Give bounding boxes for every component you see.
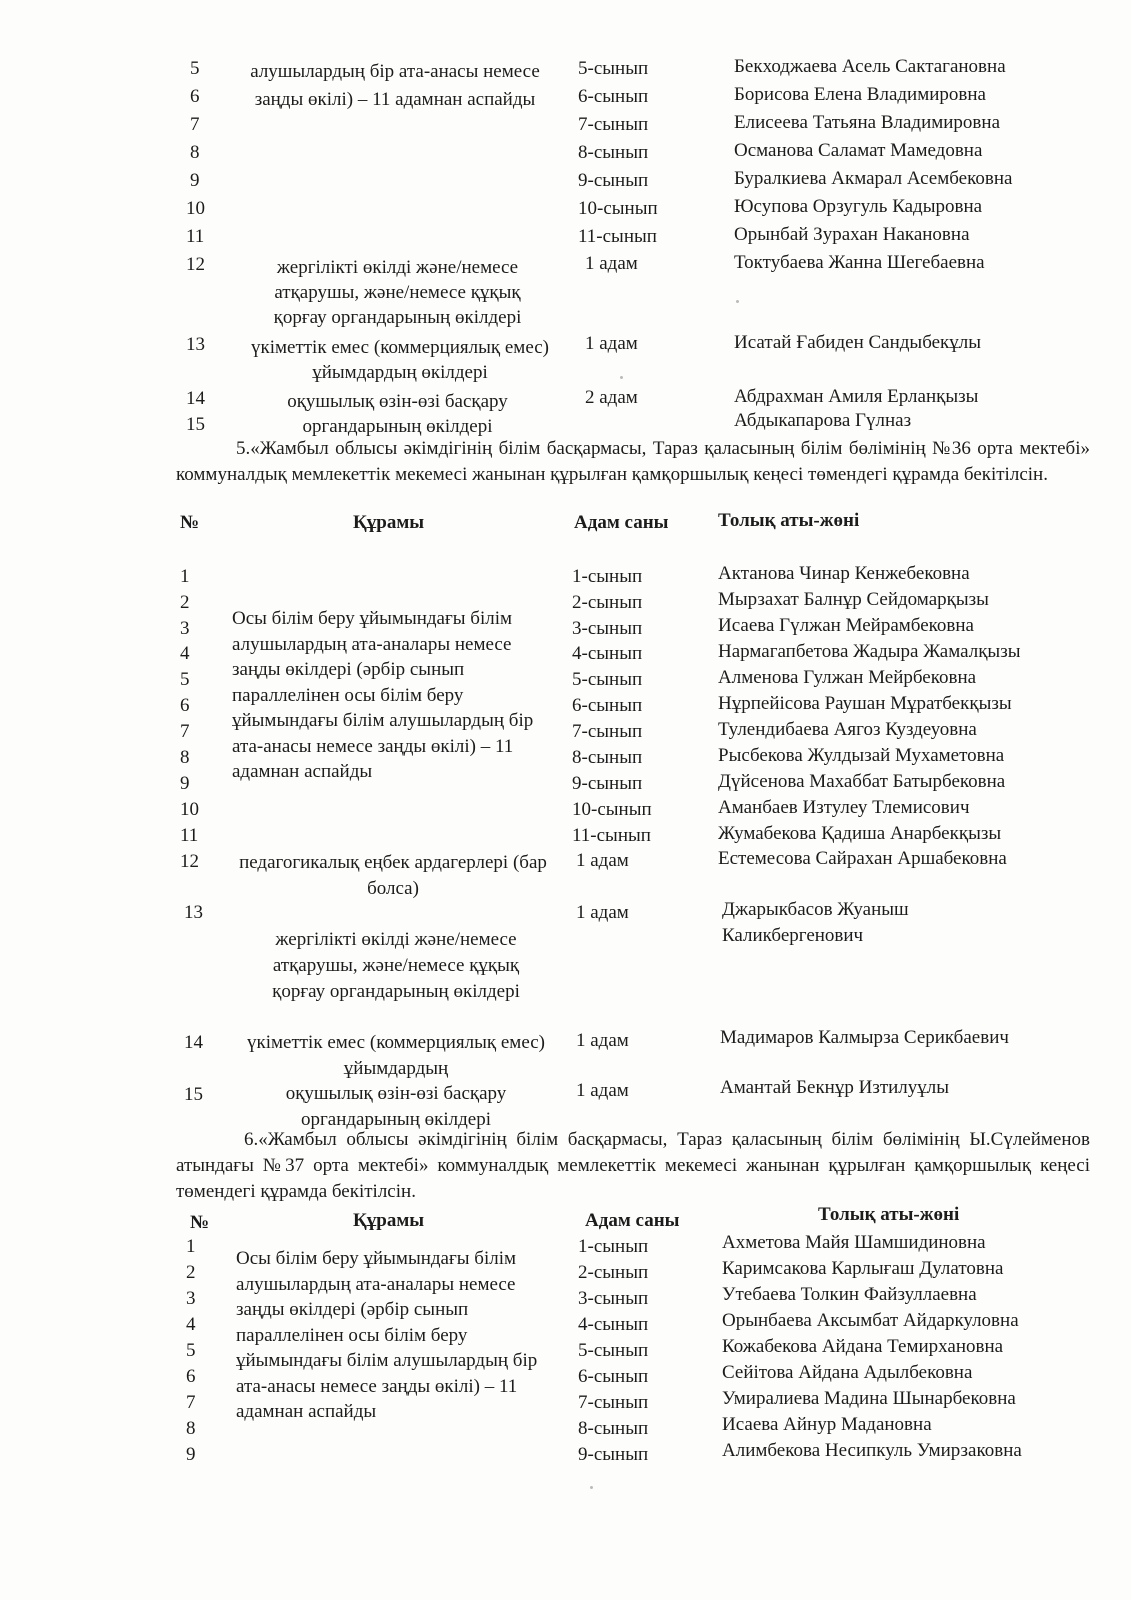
count-cell: 6-сынып — [572, 695, 643, 716]
name-cell: Бекходжаева Асель Сактагановна — [734, 56, 1006, 77]
count-cell: 2 адам — [585, 387, 638, 408]
row-number: 8 — [180, 747, 190, 768]
scan-speck — [736, 300, 739, 303]
row-number: 7 — [180, 721, 190, 742]
row-number: 1 — [180, 566, 190, 587]
composition-parents: Осы білім беру ұйымындағы білім алушылардың ата-аналары немесе заңды өкілдері (әрбір сынып параллелінен осы білім беру ұйымындағы білім алушылардың бір ата-анасы немесе заңды өкілі) – 11 адамнан аспайды — [236, 1248, 538, 1422]
name-cell: Исаева Айнур Мадановна — [722, 1414, 932, 1435]
header-num: № — [190, 1212, 210, 1233]
count-cell: 7-сынып — [578, 114, 649, 135]
count-cell: 2-сынып — [578, 1262, 649, 1283]
count-cell: 11-сынып — [578, 226, 657, 247]
row-number: 9 — [180, 773, 190, 794]
count-cell: 1 адам — [576, 902, 629, 923]
row-number: 10 — [180, 799, 199, 820]
row-number: 7 — [190, 114, 200, 135]
count-cell: 6-сынып — [578, 86, 649, 107]
name-cell: Аманбаев Изтулеу Тлемисович — [718, 797, 970, 818]
name-cell: Исатай Ғабиден Сандыбекұлы — [734, 332, 982, 353]
count-cell: 8-сынып — [578, 142, 649, 163]
name-cell: Кожабекова Айдана Темирхановна — [722, 1336, 1004, 1357]
count-cell: 9-сынып — [572, 773, 643, 794]
count-cell: 9-сынып — [578, 1444, 649, 1465]
name-cell: Дүйсенова Махаббат Батырбековна — [718, 771, 1006, 792]
row-number: 6 — [190, 86, 200, 107]
composition-cell: үкіметтік емес (коммерциялық емес) ұйымдардың — [246, 1032, 546, 1079]
name-cell: Ахметова Майя Шамшидиновна — [722, 1232, 986, 1253]
header-composition: Құрамы — [353, 1210, 425, 1231]
header-count: Адам саны — [574, 512, 669, 533]
count-cell: 8-сынып — [578, 1418, 649, 1439]
name-cell: Абдрахман Амиля Ерланқызы — [734, 386, 979, 407]
row-number: 15 — [184, 1084, 203, 1105]
row-number: 4 — [186, 1314, 196, 1335]
row-number: 9 — [190, 170, 200, 191]
count-cell: 11-сынып — [572, 825, 651, 846]
composition-cell: оқушылық өзін-өзі басқару органдарының өкілдері — [285, 1083, 507, 1130]
name-cell: Джарыкбасов Жуаныш Каликбергенович — [722, 899, 909, 946]
name-cell: Абдыкапарова Гүлназ — [734, 410, 912, 431]
row-number: 14 — [184, 1032, 203, 1053]
composition-cell: оқушылық өзін-өзі басқару органдарының өкілдері — [287, 391, 508, 437]
count-cell: 3-сынып — [578, 1288, 649, 1309]
composition-cell: педагогикалық еңбек ардагерлері (бар болса) — [239, 852, 547, 899]
count-cell: 1 адам — [585, 333, 638, 354]
name-cell: Каримсакова Карлығаш Дулатовна — [722, 1258, 1004, 1279]
row-number: 12 — [180, 851, 199, 872]
name-cell: Османова Саламат Мамедовна — [734, 140, 983, 161]
composition-cell: жергілікті өкілді және/немесе атқарушы, және/немесе құқық қорғау органдарының өкілдері — [272, 929, 520, 1002]
name-cell: Рысбекова Жулдызай Мухаметовна — [718, 745, 1005, 766]
count-cell: 1 адам — [585, 253, 638, 274]
name-cell: Сейітова Айдана Адылбековна — [722, 1362, 973, 1383]
name-cell: Амантай Бекнұр Изтилуұлы — [720, 1077, 950, 1098]
row-number: 2 — [186, 1262, 196, 1283]
row-number: 6 — [186, 1366, 196, 1387]
count-cell: 3-сынып — [572, 618, 643, 639]
row-number: 15 — [186, 414, 205, 435]
name-cell: Юсупова Орзугуль Кадыровна — [734, 196, 983, 217]
count-cell: 5-сынып — [572, 669, 643, 690]
count-cell: 7-сынып — [572, 721, 643, 742]
row-number: 5 — [180, 669, 190, 690]
row-number: 3 — [180, 618, 190, 639]
row-number: 1 — [186, 1236, 196, 1257]
row-number: 5 — [190, 58, 200, 79]
row-number: 3 — [186, 1288, 196, 1309]
name-cell: Орынбай Зурахан Накановна — [734, 224, 970, 245]
row-number: 10 — [186, 198, 205, 219]
composition-cell: жергілікті өкілді және/немесе атқарушы, және/немесе құқық қорғау органдарының өкілдері — [273, 257, 522, 328]
row-number: 11 — [186, 226, 205, 247]
name-cell: Тулендибаева Аягоз Куздеуовна — [718, 719, 977, 740]
name-cell: Елисеева Татьяна Владимировна — [734, 112, 1001, 133]
name-cell: Жумабекова Қадиша Анарбекқызы — [718, 823, 1002, 844]
count-cell: 2-сынып — [572, 592, 643, 613]
count-cell: 9-сынып — [578, 170, 649, 191]
count-cell: 4-сынып — [572, 643, 643, 664]
count-cell: 10-сынып — [572, 799, 652, 820]
name-cell: Токтубаева Жанна Шегебаевна — [734, 252, 985, 273]
count-cell: 5-сынып — [578, 1340, 649, 1361]
name-cell: Мадимаров Калмырза Серикбаевич — [720, 1027, 1009, 1048]
name-cell: Алменова Гулжан Мейрбековна — [718, 667, 977, 688]
name-cell: Утебаева Толкин Файзуллаевна — [722, 1284, 977, 1305]
name-cell: Орынбаева Аксымбат Айдаркуловна — [722, 1310, 1019, 1331]
row-number: 8 — [186, 1418, 196, 1439]
section6-paragraph: 6.«Жамбыл облысы әкімдігінің білім басқармасы, Тараз қаласының білім бөлімінің Ы.Сүлейменов атындағы №37 орта мектебі» коммуналдық мемлекеттік мекемесі жанынан құрылған қамқоршылық кеңесі төмендегі құрамда бекітілсін. — [176, 1129, 1090, 1202]
count-cell: 1 адам — [576, 1080, 629, 1101]
header-count: Адам саны — [585, 1210, 680, 1231]
row-number: 14 — [186, 388, 205, 409]
count-cell: 1 адам — [576, 1030, 629, 1051]
row-number: 2 — [180, 592, 190, 613]
composition-parents: алушылардың бір ата-анасы немесе заңды өкілі) – 11 адамнан аспайды — [250, 61, 540, 110]
scan-speck — [590, 1486, 593, 1489]
section5-paragraph: 5.«Жамбыл облысы әкімдігінің білім басқармасы, Тараз қаласының білім бөлімінің №36 орта мектебі» коммуналдық мемлекеттік мекемесі жанынан құрылған қамқоршылық кеңесі төмендегі құрамда бекітілсін. — [176, 438, 1090, 485]
composition-parents: Осы білім беру ұйымындағы білім алушылардың ата-аналары немесе заңды өкілдері (әрбір сынып параллелінен осы білім беру ұйымындағы білім алушылардың бір ата-анасы немесе заңды өкілі) – 11 адамнан аспайды — [232, 608, 534, 782]
name-cell: Борисова Елена Владимировна — [734, 84, 986, 105]
count-cell: 1 адам — [576, 850, 629, 871]
row-number: 13 — [186, 334, 205, 355]
header-composition: Құрамы — [353, 512, 425, 533]
header-name: Толық аты-жөні — [818, 1204, 960, 1225]
row-number: 8 — [190, 142, 200, 163]
count-cell: 7-сынып — [578, 1392, 649, 1413]
row-number: 4 — [180, 643, 190, 664]
name-cell: Умиралиева Мадина Шынарбековна — [722, 1388, 1016, 1409]
count-cell: 10-сынып — [578, 198, 658, 219]
count-cell: 8-сынып — [572, 747, 643, 768]
name-cell: Мырзахат Балнұр Сейдомарқызы — [718, 589, 989, 610]
header-name: Толық аты-жөні — [718, 510, 860, 531]
row-number: 6 — [180, 695, 190, 716]
name-cell: Буралкиева Акмарал Асембековна — [734, 168, 1013, 189]
count-cell: 6-сынып — [578, 1366, 649, 1387]
name-cell: Исаева Гүлжан Мейрамбековна — [718, 615, 974, 636]
name-cell: Нұрпейісова Раушан Мұратбекқызы — [718, 693, 1012, 714]
header-num: № — [180, 512, 200, 533]
row-number: 12 — [186, 254, 205, 275]
count-cell: 4-сынып — [578, 1314, 649, 1335]
count-cell: 5-сынып — [578, 58, 649, 79]
row-number: 5 — [186, 1340, 196, 1361]
name-cell: Алимбекова Несипкуль Умирзаковна — [722, 1440, 1022, 1461]
count-cell: 1-сынып — [572, 566, 643, 587]
row-number: 7 — [186, 1392, 196, 1413]
row-number: 13 — [184, 902, 203, 923]
row-number: 11 — [180, 825, 199, 846]
name-cell: Естемесова Сайрахан Аршабековна — [718, 848, 1007, 869]
name-cell: Нармагапбетова Жадыра Жамалқызы — [718, 641, 1021, 662]
composition-cell: үкіметтік емес (коммерциялық емес) ұйымдардың өкілдері — [250, 337, 550, 383]
name-cell: Актанова Чинар Кенжебековна — [718, 563, 970, 584]
scan-speck — [620, 376, 623, 379]
row-number: 9 — [186, 1444, 196, 1465]
count-cell: 1-сынып — [578, 1236, 649, 1257]
